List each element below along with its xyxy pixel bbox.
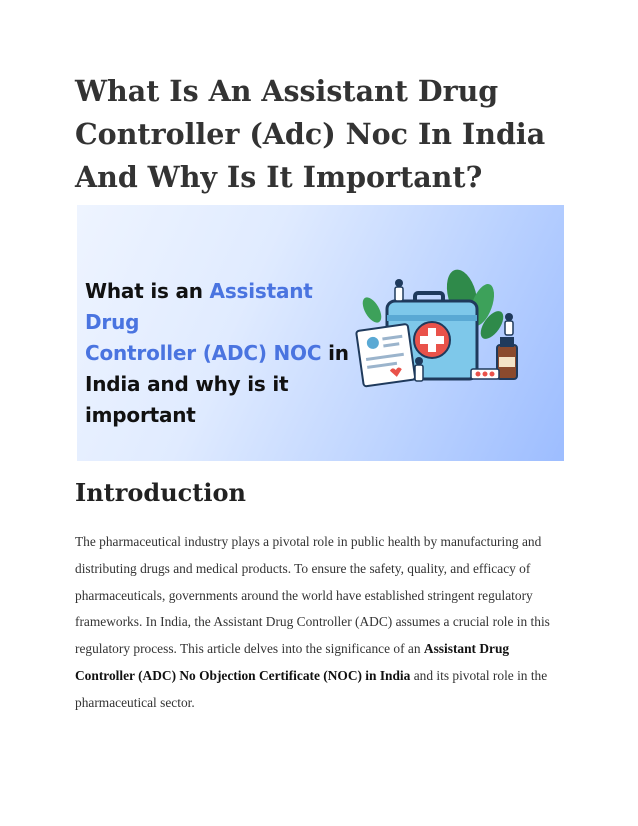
section-heading-introduction: Introduction <box>75 478 246 507</box>
introduction-paragraph <box>75 529 569 717</box>
banner-line1-prefix: What is an <box>85 279 210 303</box>
banner-line2-suffix: in <box>321 341 349 365</box>
banner-line1-highlight: Assistant Drug <box>85 279 313 334</box>
medical-kit-illustration <box>347 265 547 395</box>
paragraph-text-part1: The pharmaceutical industry plays a pivotal role in public health by manufacturing and distributing drugs and medical products. To ensure the safety, quality, and efficacy of pharmaceuticals, governments around the world have established stringent regulatory frameworks. In India, the Assistant Drug Controller (ADC) assumes a crucial role in this regulatory process. This article delves into the significance of an <box>75 534 550 657</box>
page-title: What Is An Assistant Drug Controller (Adc) Noc In India And Why Is It Important? <box>75 74 546 194</box>
article-banner-image <box>77 205 564 461</box>
banner-line4: important <box>85 403 196 427</box>
paragraph-bold-phrase: Assistant Drug Controller (ADC) No Objection Certificate (NOC) in India <box>75 641 510 683</box>
banner-line2-highlight: Controller (ADC) NOC <box>85 341 322 365</box>
paragraph-text-part2: and its pivotal role in the pharmaceutical sector. <box>75 667 548 710</box>
banner-headline <box>85 276 365 431</box>
banner-line3: India and why is it <box>85 372 289 396</box>
